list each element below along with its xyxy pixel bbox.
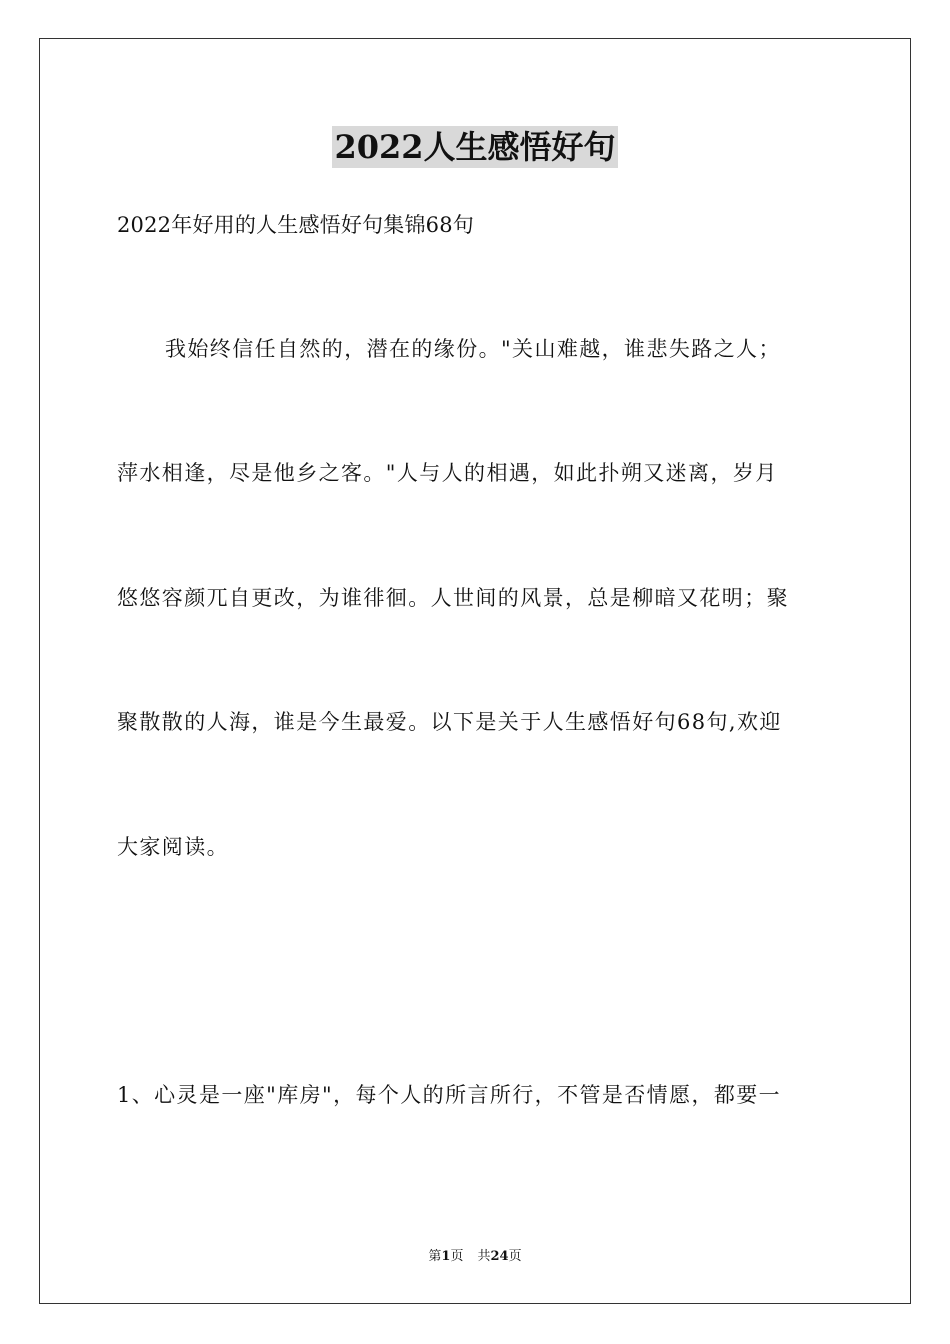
footer-total-prefix: 共 xyxy=(477,1249,491,1264)
paragraph-line-1: 我始终信任自然的，潜在的缘份。"关山难越，谁悲失路之人； xyxy=(165,337,781,361)
list-item-1-line: 1、心灵是一座"库房"，每个人的所言所行，不管是否情愿，都要一 xyxy=(117,1083,782,1107)
paragraph-line-5: 大家阅读。 xyxy=(117,835,229,859)
page-footer xyxy=(0,1248,950,1266)
footer-total-suffix: 页 xyxy=(508,1249,522,1264)
footer-total-pages: 24 xyxy=(490,1249,509,1264)
footer-page-prefix: 第 xyxy=(428,1249,442,1264)
paragraph-line-2: 萍水相逢，尽是他乡之客。"人与人的相遇，如此扑朔又迷离，岁月 xyxy=(117,461,778,485)
footer-page-suffix: 页 xyxy=(450,1249,464,1264)
paragraph-line-3: 悠悠容颜兀自更改，为谁徘徊。人世间的风景，总是柳暗又花明；聚 xyxy=(117,586,789,610)
document-title: 2022人生感悟好句 xyxy=(334,128,616,166)
paragraph-line-4: 聚散散的人海，谁是今生最爱。以下是关于人生感悟好句68句,欢迎 xyxy=(117,710,782,734)
title-container xyxy=(0,126,950,168)
document-subtitle: 2022年好用的人生感悟好句集锦68句 xyxy=(117,213,474,237)
footer-page-number: 1 xyxy=(441,1249,451,1264)
